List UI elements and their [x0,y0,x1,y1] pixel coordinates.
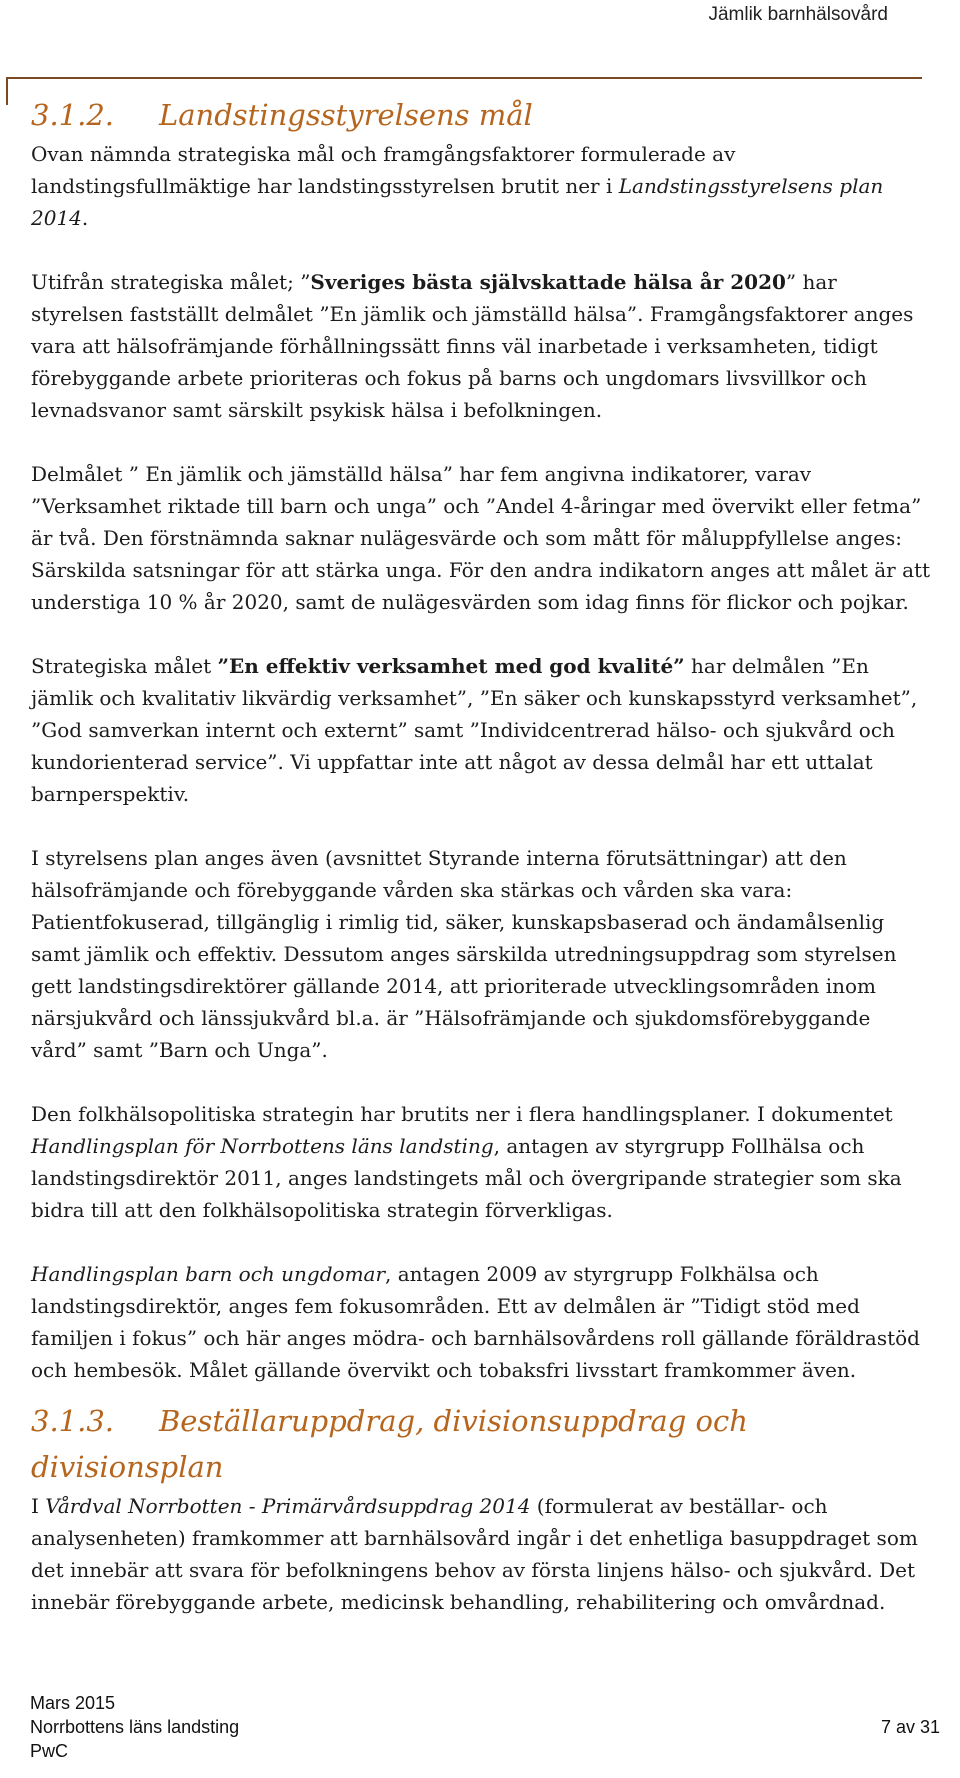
paragraph [31,1490,931,1618]
text-run: Delmålet ” En jämlik och jämställd hälsa” har fem angivna indikatorer, varav ”Verksamhet riktade till barn och unga” och ”Andel 4-åringar med övervikt eller fetma” är två. Den förstnämnda saknar nulägesvärde och som mått för måluppfyllelse anges: Särskilda satsningar för att stärka unga. För den andra indikatorn anges att målet är att understiga 10 % år 2020, samt de nulägesvärden som idag finns för flickor och pojkar. [31,462,931,614]
text-run: har delmålen ”En jämlik och kvalitativ likvärdig verksamhet”, ”En säker och kunskapsstyrd verksamhet”, ”God samverkan internt och externt” samt ”Individcentrerad hälso- och sjukvård och kundorienterad service”. Vi uppfattar inte att något av dessa delmål har ett uttalat barnperspektiv. [31,654,918,806]
section-heading-3-1-3 [31,1398,931,1490]
text-run: Den folkhälsopolitiska strategin har brutits ner i flera handlingsplaner. I dokumentet [31,1102,893,1126]
paragraph [31,650,931,810]
italic-text: Handlingsplan för Norrbottens läns landsting [31,1134,494,1158]
section-title: Landstingsstyrelsens mål [159,98,533,132]
header-rule-corner [6,77,8,105]
italic-text: Landstingsstyrelsens plan 2014 [31,174,884,230]
paragraph [31,138,931,234]
italic-text: Vårdval Norrbotten - Primärvårdsuppdrag 2014 [45,1494,531,1518]
text-run: Utifrån strategiska målet; ” [31,270,311,294]
running-header: Jämlik barnhälsovård [708,4,888,25]
text-run: (formulerat av beställar- och analysenheten) framkommer att barnhälsovård ingår i det enhetliga basuppdraget som det innebär att svara för befolkningens behov av första linjens hälso- och sjukvård. Det innebär förebyggande arbete, medicinsk behandling, rehabilitering och omvårdnad. [31,1494,918,1614]
text-run: , antagen 2009 av styrgrupp Folkhälsa och landstingsdirektör, anges fem fokusområden. Ett av delmålen är ”Tidigt stöd med familjen i fokus” och här anges mödra- och barnhälsovårdens roll gällande föräldrastöd och hembesök. Målet gällande övervikt och tobaksfri livsstart framkommer även. [31,1262,920,1382]
text-run: I styrelsens plan anges även (avsnittet Styrande interna förutsättningar) att den hälsofrämjande och förebyggande vården ska stärkas och vården ska vara: Patientfokuserad, tillgänglig i rimlig tid, säker, kunskapsbaserad och ändamålsenlig samt jämlik och effektiv. Dessutom anges särskilda utredningsuppdrag som styrelsen gett landstingsdirektörer gällande 2014, att prioriterade utvecklingsområden inom närsjukvård och länssjukvård bl.a. är ”Hälsofrämjande och sjukdomsförebyggande vård” samt ”Barn och Unga”. [31,846,897,1062]
text-run: I [31,1494,46,1518]
footer-author: PwC [30,1741,69,1761]
footer-date: Mars 2015 [30,1693,116,1713]
bold-text: Sveriges bästa självskattade hälsa år 2020 [310,270,786,294]
paragraph [31,1098,931,1226]
bold-text: ”En effektiv verksamhet med god kvalité” [217,654,685,678]
header-rule [6,77,922,79]
text-run: Strategiska målet [31,654,218,678]
page-number: 7 av 31 [880,1717,940,1737]
paragraph [31,842,931,1066]
document-body [31,92,931,1650]
text-run: Ovan nämnda strategiska mål och framgångsfaktorer formulerade av landstingsfullmäktige har landstingsstyrelsen brutit ner i [31,142,736,198]
page-footer [30,1691,940,1763]
section-number: 3.1.2. [31,98,115,132]
section-number: 3.1.3. [31,1404,115,1438]
paragraph [31,458,931,618]
section-title: Beställaruppdrag, divisionsuppdrag och divisionsplan [31,1404,748,1484]
paragraph [31,266,931,426]
section-heading-3-1-2 [31,92,931,138]
italic-text: Handlingsplan barn och ungdomar [31,1262,386,1286]
footer-organization: Norrbottens läns landsting [30,1717,240,1737]
text-run: , antagen av styrgrupp Follhälsa och landstingsdirektör 2011, anges landstingets mål och övergripande strategier som ska bidra till att den folkhälsopolitiska strategin förverkligas. [31,1134,902,1222]
text-run: . [81,206,89,230]
text-run: ” har styrelsen fastställt delmålet ”En jämlik och jämställd hälsa”. Framgångsfaktorer anges vara att hälsofrämjande förhållningssätt finns väl inarbetade i verksamheten, tidigt förebyggande arbete prioriteras och fokus på barns och ungdomars livsvillkor och levnadsvanor samt särskilt psykisk hälsa i befolkningen. [31,270,914,422]
paragraph [31,1258,931,1386]
